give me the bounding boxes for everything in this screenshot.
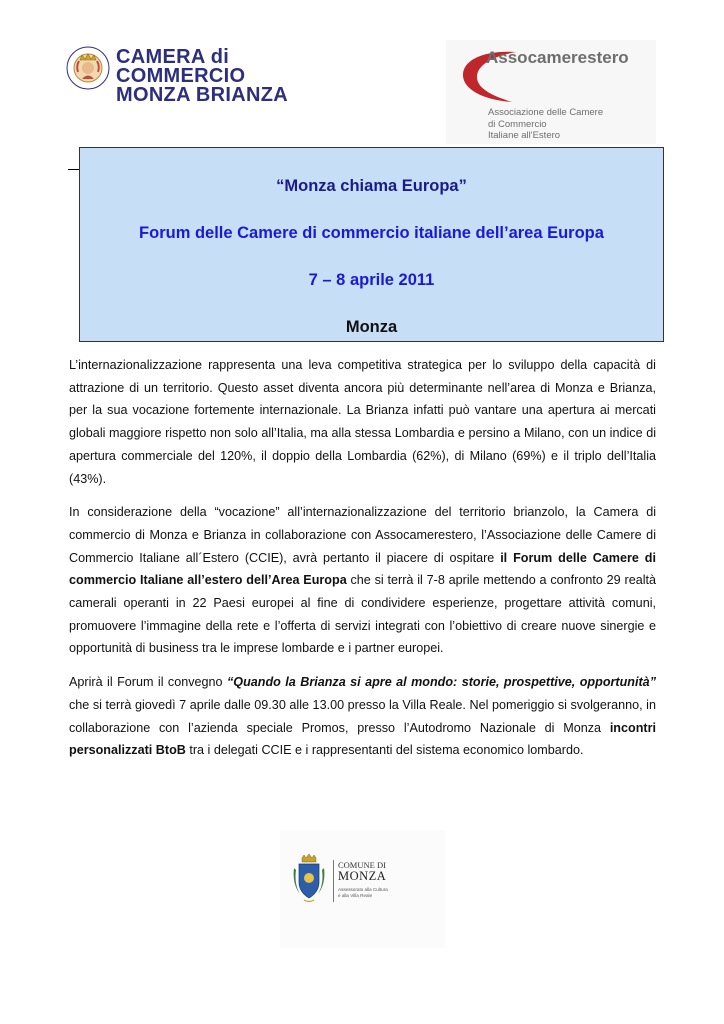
assoc-sub-line-1: Associazione delle Camere [488, 107, 604, 118]
paragraph-2-bold: il Forum delle Camere di commercio Italiane all’estero dell’Area Europa [69, 550, 656, 588]
camera-commercio-wordmark [116, 48, 288, 105]
paragraph-2-text-b: che si terrà il 7-8 aprile mettendo a confronto 29 realtà camerali operanti in 22 Paesi europei al fine di condividere esperienze, progettare attività comuni, promuovere l’immagine della rete e l’offerta di servizi integrati con l’obiettivo di creare nuove sinergie e opportunità di business tra le imprese lombarde e i partner europei. [69, 573, 656, 656]
monza-subtitle [338, 887, 388, 898]
assoc-sub-line-2: di Commercio [488, 118, 547, 130]
paragraph-1: L’internazionalizzazione rappresenta una leva competitiva strategica per lo sviluppo della capacità di attrazione di un territorio. Questo asset diventa ancora più determinante nell’area di Monza e Brianza, per la sua vocazione fortemente internazionale. La Brianza infatti può vantare una apertura ai mercati globali maggiore rispetto non solo all’Italia, ma alla stessa Lombardia e persino a Milano, con un indice di apertura commerciale del 120%, il doppio della Lombardia (62%), di Milano (69%) e il triplo dell’Italia (43%). [69, 358, 656, 486]
monza-crest-icon [290, 854, 328, 904]
assocamerestero-subtitle [488, 107, 603, 142]
monza-divider [333, 860, 334, 902]
assocamerestero-name: Assocamerestero [486, 48, 629, 67]
monza-name: MONZA [338, 869, 387, 883]
assocamerestero-logo [446, 40, 656, 144]
comune-monza-logo [280, 830, 445, 948]
paragraph-3-italic-title: “Quando la Brianza si apre al mondo: storie, prospettive, opportunità” [226, 675, 656, 690]
paragraph-3 [69, 671, 656, 762]
event-dates: 7 – 8 aprile 2011 [308, 271, 435, 289]
paragraph-3-text-b: che si terrà giovedì 7 aprile dalle 09.30 alle 13.00 presso la Villa Reale. Nel pomeriggio si svolgeranno, in collaborazione con l’azienda speciale Promos, presso l’Autodromo Nazionale di Monza [69, 697, 656, 735]
monza-comune-label: COMUNE DI [338, 860, 386, 870]
event-city: Monza [345, 318, 398, 336]
camera-commercio-logo [66, 44, 306, 112]
paragraph-2-text-a: In considerazione della “vocazione” all’internazionalizzazione del territorio brianzolo, la Camera di commercio di Monza e Brianza in collaborazione con Assocamerestero, l’Associazione delle Camere di Commercio Italiane all´Estero (CCIE), avrà pertanto il piacere di ospitare [69, 505, 656, 565]
paragraph-3-bold: incontri personalizzati BtoB [69, 720, 656, 758]
assoc-sub-line-3: Italiane all'Estero [488, 130, 561, 141]
ccmb-line-2: COMMERCIO [116, 65, 246, 87]
event-title: “Monza chiama Europa” [276, 177, 467, 195]
monza-sub-line-1: Assessorato alla Cultura [338, 887, 388, 892]
paragraph-2 [69, 501, 656, 660]
forum-title: Forum delle Camere di commercio italiane dell’area Europa [139, 224, 604, 242]
paragraph-3-text-a: Aprirà il Forum il convegno [69, 675, 227, 690]
paragraph-3-text-c: tra i delegati CCIE e i rappresentanti del sistema economico lombardo. [185, 743, 584, 758]
camera-commercio-seal-icon [66, 46, 110, 90]
ccmb-line-3: MONZA BRIANZA [116, 84, 289, 106]
monza-sub-line-2: e alla Villa Reale [338, 892, 373, 898]
body-text [69, 354, 656, 773]
title-box [79, 147, 664, 342]
ccmb-line-1: CAMERA di [116, 46, 230, 68]
